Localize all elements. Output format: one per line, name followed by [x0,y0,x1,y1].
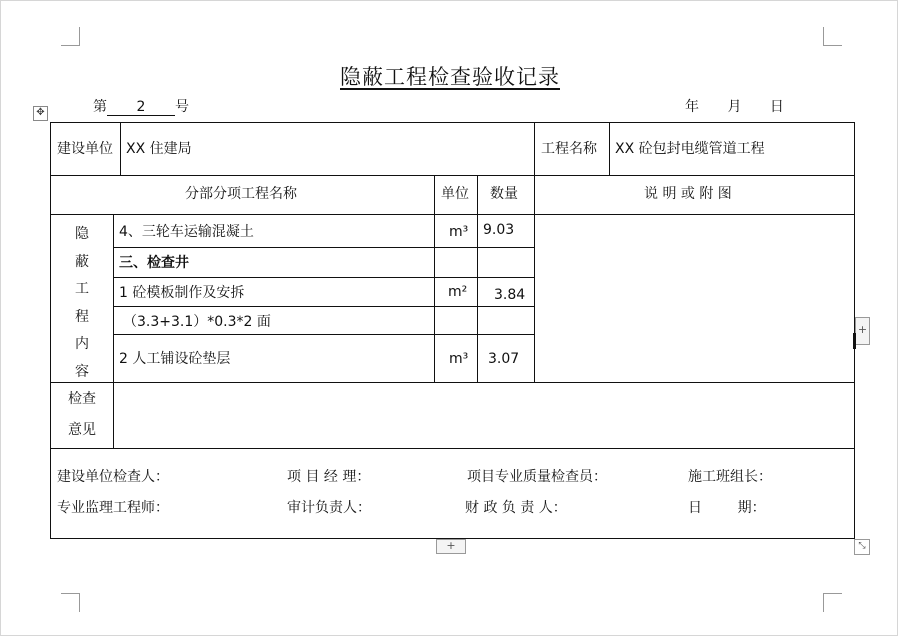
table-divider [51,214,854,215]
signature-builder-inspector: 建设单位检查人： [57,469,169,485]
table-divider [113,334,535,335]
signature-team-leader: 施工班组长： [688,469,772,485]
record-number-prefix: 第 [93,99,107,115]
table-divider [113,247,535,248]
table-divider [534,175,535,382]
table-divider [609,123,610,175]
signature-finance-person: 财 政 负 责 人： [465,500,567,516]
table-move-icon[interactable]: ✥ [33,106,48,121]
column-header-item-name: 分部分项工程名称 [185,186,297,202]
work-item-unit[interactable]: m³ [449,224,469,240]
work-item-quantity[interactable]: 3.07 [488,351,520,367]
inspection-opinion-label: 意见 [68,422,96,438]
signature-date: 日 期： [688,500,766,516]
work-item-name[interactable]: 三、检查井 [119,255,189,271]
table-divider [477,175,478,382]
signature-project-manager: 项 目 经 理： [287,469,371,485]
project-name-value[interactable]: XX 砼包封电缆管道工程 [615,141,765,157]
signature-audit-person: 审计负责人： [287,500,371,516]
inspection-opinion-label: 检查 [68,391,96,407]
project-name-label: 工程名称 [541,141,597,157]
work-item-quantity[interactable]: 3.84 [494,287,526,303]
add-column-icon[interactable]: + [855,317,870,345]
signature-quality-inspector: 项目专业质量检查员： [467,469,607,485]
signature-supervising-engineer: 专业监理工程师： [57,500,169,516]
work-item-quantity[interactable]: 9.03 [483,222,515,238]
work-item-name[interactable]: 4、三轮车运输混凝土 [119,224,254,240]
work-item-unit[interactable]: m³ [449,351,469,367]
construction-unit-label: 建设单位 [57,141,113,157]
construction-unit-value[interactable]: XX 住建局 [126,141,192,157]
hidden-work-label-char: 程 [75,309,89,325]
table-divider [51,175,854,176]
date-day-label: 日 [769,99,784,115]
column-header-notes: 说 明 或 附 图 [644,186,732,202]
date-month-label: 月 [727,99,742,115]
crop-mark-bottom-left [61,593,80,612]
work-item-unit[interactable]: m² [448,284,468,300]
date-year-label: 年 [685,99,699,115]
document-title: 隐蔽工程检查验收记录 [340,65,560,89]
table-divider [113,277,535,278]
table-divider [120,123,121,175]
inspection-table [50,122,855,539]
work-item-name[interactable]: 1 砼模板制作及安拆 [119,285,245,301]
table-divider [51,448,854,449]
work-item-name[interactable]: （3.3+3.1）*0.3*2 面 [123,314,271,330]
table-divider [534,123,535,175]
crop-mark-bottom-right [823,593,842,612]
hidden-work-label-char: 内 [75,336,89,352]
hidden-work-label-char: 工 [75,281,89,297]
table-divider [113,382,114,448]
column-header-unit: 单位 [441,186,469,202]
table-divider [434,175,435,382]
crop-mark-top-right [823,27,842,46]
record-number-value: 2 [107,100,175,116]
table-divider [51,382,854,383]
hidden-work-label-char: 容 [75,364,89,380]
add-row-icon[interactable]: + [436,539,466,554]
hidden-work-label-char: 隐 [75,226,89,242]
crop-mark-top-left [61,27,80,46]
table-divider [113,306,535,307]
work-item-name[interactable]: 2 人工铺设砼垫层 [119,351,231,367]
hidden-work-label-char: 蔽 [75,254,89,270]
column-header-quantity: 数量 [490,186,518,202]
record-date [685,96,808,116]
record-number-suffix: 号 [175,99,189,115]
column-insert-marker [853,333,856,349]
record-number [93,96,189,116]
table-resize-icon[interactable]: ⤡ [854,539,870,555]
